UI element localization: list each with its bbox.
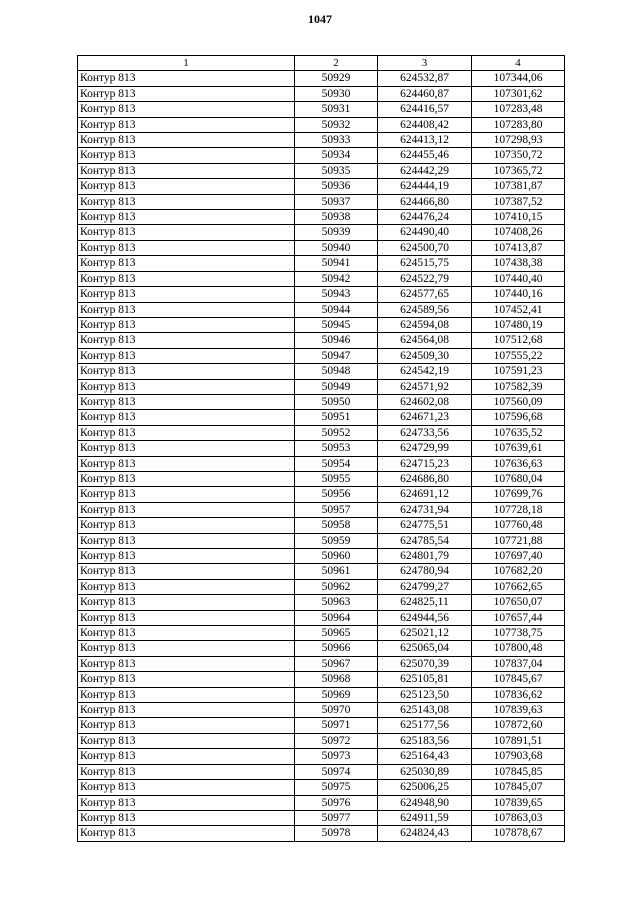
x-coordinate-cell: 624466,80 bbox=[378, 194, 472, 209]
x-coordinate-cell: 624408,42 bbox=[378, 117, 472, 132]
y-coordinate-cell: 107596,68 bbox=[472, 410, 565, 425]
point-number-cell: 50935 bbox=[295, 163, 378, 178]
point-number-cell: 50933 bbox=[295, 133, 378, 148]
x-coordinate-cell: 625105,81 bbox=[378, 672, 472, 687]
table-row bbox=[78, 394, 565, 409]
point-number-cell: 50948 bbox=[295, 364, 378, 379]
table-row bbox=[78, 302, 565, 317]
y-coordinate-cell: 107344,06 bbox=[472, 71, 565, 86]
contour-name-cell: Контур 813 bbox=[78, 749, 295, 764]
y-coordinate-cell: 107438,38 bbox=[472, 256, 565, 271]
contour-name-cell: Контур 813 bbox=[78, 117, 295, 132]
table-row bbox=[78, 71, 565, 86]
contour-name-cell: Контур 813 bbox=[78, 394, 295, 409]
table-row bbox=[78, 256, 565, 271]
x-coordinate-cell: 624731,94 bbox=[378, 502, 472, 517]
contour-name-cell: Контур 813 bbox=[78, 287, 295, 302]
point-number-cell: 50929 bbox=[295, 71, 378, 86]
x-coordinate-cell: 624532,87 bbox=[378, 71, 472, 86]
y-coordinate-cell: 107872,60 bbox=[472, 718, 565, 733]
x-coordinate-cell: 625065,04 bbox=[378, 641, 472, 656]
contour-name-cell: Контур 813 bbox=[78, 487, 295, 502]
x-coordinate-cell: 624602,08 bbox=[378, 394, 472, 409]
table-row bbox=[78, 163, 565, 178]
table-row bbox=[78, 733, 565, 748]
x-coordinate-cell: 625164,43 bbox=[378, 749, 472, 764]
y-coordinate-cell: 107480,19 bbox=[472, 317, 565, 332]
contour-name-cell: Контур 813 bbox=[78, 441, 295, 456]
contour-name-cell: Контур 813 bbox=[78, 179, 295, 194]
x-coordinate-cell: 625021,12 bbox=[378, 626, 472, 641]
table-row bbox=[78, 518, 565, 533]
table-row bbox=[78, 810, 565, 825]
x-coordinate-cell: 624911,59 bbox=[378, 810, 472, 825]
point-number-cell: 50949 bbox=[295, 379, 378, 394]
point-number-cell: 50960 bbox=[295, 549, 378, 564]
x-coordinate-cell: 625183,56 bbox=[378, 733, 472, 748]
table-row bbox=[78, 148, 565, 163]
contour-name-cell: Контур 813 bbox=[78, 764, 295, 779]
x-coordinate-cell: 624564,08 bbox=[378, 333, 472, 348]
contour-name-cell: Контур 813 bbox=[78, 595, 295, 610]
y-coordinate-cell: 107381,87 bbox=[472, 179, 565, 194]
table-row bbox=[78, 641, 565, 656]
contour-name-cell: Контур 813 bbox=[78, 364, 295, 379]
point-number-cell: 50962 bbox=[295, 579, 378, 594]
y-coordinate-cell: 107350,72 bbox=[472, 148, 565, 163]
table-row bbox=[78, 795, 565, 810]
x-coordinate-cell: 624733,56 bbox=[378, 425, 472, 440]
x-coordinate-cell: 624686,80 bbox=[378, 471, 472, 486]
contour-name-cell: Контур 813 bbox=[78, 410, 295, 425]
table-row bbox=[78, 364, 565, 379]
y-coordinate-cell: 107837,04 bbox=[472, 656, 565, 671]
x-coordinate-cell: 624825,11 bbox=[378, 595, 472, 610]
y-coordinate-cell: 107636,63 bbox=[472, 456, 565, 471]
x-coordinate-cell: 624490,40 bbox=[378, 225, 472, 240]
point-number-cell: 50947 bbox=[295, 348, 378, 363]
y-coordinate-cell: 107283,48 bbox=[472, 102, 565, 117]
x-coordinate-cell: 625070,39 bbox=[378, 656, 472, 671]
y-coordinate-cell: 107760,48 bbox=[472, 518, 565, 533]
table-row bbox=[78, 703, 565, 718]
x-coordinate-cell: 625123,50 bbox=[378, 687, 472, 702]
contour-name-cell: Контур 813 bbox=[78, 549, 295, 564]
table-row bbox=[78, 626, 565, 641]
table-row bbox=[78, 579, 565, 594]
point-number-cell: 50976 bbox=[295, 795, 378, 810]
point-number-cell: 50955 bbox=[295, 471, 378, 486]
y-coordinate-cell: 107836,62 bbox=[472, 687, 565, 702]
contour-name-cell: Контур 813 bbox=[78, 826, 295, 841]
x-coordinate-cell: 624515,75 bbox=[378, 256, 472, 271]
table-row bbox=[78, 271, 565, 286]
table-row bbox=[78, 194, 565, 209]
table-row bbox=[78, 240, 565, 255]
y-coordinate-cell: 107452,41 bbox=[472, 302, 565, 317]
table-row bbox=[78, 425, 565, 440]
table-row bbox=[78, 487, 565, 502]
table-row bbox=[78, 317, 565, 332]
y-coordinate-cell: 107365,72 bbox=[472, 163, 565, 178]
contour-name-cell: Контур 813 bbox=[78, 733, 295, 748]
contour-name-cell: Контур 813 bbox=[78, 626, 295, 641]
table-header bbox=[78, 56, 565, 71]
x-coordinate-cell: 624801,79 bbox=[378, 549, 472, 564]
y-coordinate-cell: 107582,39 bbox=[472, 379, 565, 394]
y-coordinate-cell: 107591,23 bbox=[472, 364, 565, 379]
contour-name-cell: Контур 813 bbox=[78, 610, 295, 625]
x-coordinate-cell: 624729,99 bbox=[378, 441, 472, 456]
point-number-cell: 50969 bbox=[295, 687, 378, 702]
x-coordinate-cell: 624799,27 bbox=[378, 579, 472, 594]
y-coordinate-cell: 107662,65 bbox=[472, 579, 565, 594]
table-body bbox=[78, 71, 565, 841]
x-coordinate-cell: 625006,25 bbox=[378, 780, 472, 795]
table-row bbox=[78, 410, 565, 425]
x-coordinate-cell: 624715,23 bbox=[378, 456, 472, 471]
y-coordinate-cell: 107839,65 bbox=[472, 795, 565, 810]
contour-name-cell: Контур 813 bbox=[78, 718, 295, 733]
contour-name-cell: Контур 813 bbox=[78, 672, 295, 687]
contour-name-cell: Контур 813 bbox=[78, 656, 295, 671]
contour-name-cell: Контур 813 bbox=[78, 102, 295, 117]
contour-name-cell: Контур 813 bbox=[78, 703, 295, 718]
x-coordinate-cell: 624542,19 bbox=[378, 364, 472, 379]
contour-name-cell: Контур 813 bbox=[78, 86, 295, 101]
table-row bbox=[78, 379, 565, 394]
contour-name-cell: Контур 813 bbox=[78, 256, 295, 271]
coordinates-table bbox=[77, 55, 565, 842]
x-coordinate-cell: 624571,92 bbox=[378, 379, 472, 394]
point-number-cell: 50939 bbox=[295, 225, 378, 240]
point-number-cell: 50966 bbox=[295, 641, 378, 656]
y-coordinate-cell: 107878,67 bbox=[472, 826, 565, 841]
contour-name-cell: Контур 813 bbox=[78, 379, 295, 394]
table-row bbox=[78, 749, 565, 764]
point-number-cell: 50951 bbox=[295, 410, 378, 425]
table-row bbox=[78, 348, 565, 363]
y-coordinate-cell: 107845,67 bbox=[472, 672, 565, 687]
x-coordinate-cell: 624948,90 bbox=[378, 795, 472, 810]
y-coordinate-cell: 107845,07 bbox=[472, 780, 565, 795]
contour-name-cell: Контур 813 bbox=[78, 795, 295, 810]
x-coordinate-cell: 624413,12 bbox=[378, 133, 472, 148]
y-coordinate-cell: 107560,09 bbox=[472, 394, 565, 409]
y-coordinate-cell: 107697,40 bbox=[472, 549, 565, 564]
y-coordinate-cell: 107512,68 bbox=[472, 333, 565, 348]
point-number-cell: 50974 bbox=[295, 764, 378, 779]
point-number-cell: 50937 bbox=[295, 194, 378, 209]
point-number-cell: 50970 bbox=[295, 703, 378, 718]
point-number-cell: 50961 bbox=[295, 564, 378, 579]
x-coordinate-cell: 624824,43 bbox=[378, 826, 472, 841]
x-coordinate-cell: 624500,70 bbox=[378, 240, 472, 255]
point-number-cell: 50942 bbox=[295, 271, 378, 286]
y-coordinate-cell: 107891,51 bbox=[472, 733, 565, 748]
contour-name-cell: Контур 813 bbox=[78, 579, 295, 594]
y-coordinate-cell: 107440,40 bbox=[472, 271, 565, 286]
contour-name-cell: Контур 813 bbox=[78, 348, 295, 363]
contour-name-cell: Контур 813 bbox=[78, 333, 295, 348]
point-number-cell: 50965 bbox=[295, 626, 378, 641]
x-coordinate-cell: 624442,29 bbox=[378, 163, 472, 178]
y-coordinate-cell: 107298,93 bbox=[472, 133, 565, 148]
contour-name-cell: Контур 813 bbox=[78, 194, 295, 209]
y-coordinate-cell: 107555,22 bbox=[472, 348, 565, 363]
table-row bbox=[78, 456, 565, 471]
x-coordinate-cell: 624775,51 bbox=[378, 518, 472, 533]
y-coordinate-cell: 107903,68 bbox=[472, 749, 565, 764]
contour-name-cell: Контур 813 bbox=[78, 518, 295, 533]
header-cell-1: 1 bbox=[78, 56, 295, 71]
y-coordinate-cell: 107410,15 bbox=[472, 210, 565, 225]
point-number-cell: 50945 bbox=[295, 317, 378, 332]
contour-name-cell: Контур 813 bbox=[78, 148, 295, 163]
table-row bbox=[78, 133, 565, 148]
point-number-cell: 50964 bbox=[295, 610, 378, 625]
y-coordinate-cell: 107635,52 bbox=[472, 425, 565, 440]
table-row bbox=[78, 333, 565, 348]
point-number-cell: 50968 bbox=[295, 672, 378, 687]
table-row bbox=[78, 502, 565, 517]
point-number-cell: 50931 bbox=[295, 102, 378, 117]
table-row bbox=[78, 441, 565, 456]
table-row bbox=[78, 780, 565, 795]
point-number-cell: 50932 bbox=[295, 117, 378, 132]
y-coordinate-cell: 107721,88 bbox=[472, 533, 565, 548]
point-number-cell: 50973 bbox=[295, 749, 378, 764]
y-coordinate-cell: 107413,87 bbox=[472, 240, 565, 255]
table-row bbox=[78, 764, 565, 779]
table-row bbox=[78, 117, 565, 132]
x-coordinate-cell: 624455,46 bbox=[378, 148, 472, 163]
y-coordinate-cell: 107639,61 bbox=[472, 441, 565, 456]
y-coordinate-cell: 107408,26 bbox=[472, 225, 565, 240]
header-cell-3: 3 bbox=[378, 56, 472, 71]
point-number-cell: 50946 bbox=[295, 333, 378, 348]
x-coordinate-cell: 624476,24 bbox=[378, 210, 472, 225]
table-row bbox=[78, 687, 565, 702]
table-row bbox=[78, 287, 565, 302]
x-coordinate-cell: 624691,12 bbox=[378, 487, 472, 502]
y-coordinate-cell: 107839,63 bbox=[472, 703, 565, 718]
y-coordinate-cell: 107863,03 bbox=[472, 810, 565, 825]
table-row bbox=[78, 179, 565, 194]
x-coordinate-cell: 624589,56 bbox=[378, 302, 472, 317]
page-number: 1047 bbox=[308, 12, 332, 26]
y-coordinate-cell: 107657,44 bbox=[472, 610, 565, 625]
contour-name-cell: Контур 813 bbox=[78, 471, 295, 486]
contour-name-cell: Контур 813 bbox=[78, 317, 295, 332]
x-coordinate-cell: 624444,19 bbox=[378, 179, 472, 194]
x-coordinate-cell: 624594,08 bbox=[378, 317, 472, 332]
x-coordinate-cell: 624509,30 bbox=[378, 348, 472, 363]
y-coordinate-cell: 107283,80 bbox=[472, 117, 565, 132]
point-number-cell: 50972 bbox=[295, 733, 378, 748]
point-number-cell: 50940 bbox=[295, 240, 378, 255]
table-row bbox=[78, 564, 565, 579]
point-number-cell: 50943 bbox=[295, 287, 378, 302]
point-number-cell: 50971 bbox=[295, 718, 378, 733]
point-number-cell: 50978 bbox=[295, 826, 378, 841]
point-number-cell: 50930 bbox=[295, 86, 378, 101]
x-coordinate-cell: 625030,89 bbox=[378, 764, 472, 779]
contour-name-cell: Контур 813 bbox=[78, 71, 295, 86]
y-coordinate-cell: 107387,52 bbox=[472, 194, 565, 209]
y-coordinate-cell: 107440,16 bbox=[472, 287, 565, 302]
point-number-cell: 50959 bbox=[295, 533, 378, 548]
y-coordinate-cell: 107800,48 bbox=[472, 641, 565, 656]
y-coordinate-cell: 107680,04 bbox=[472, 471, 565, 486]
table-row bbox=[78, 225, 565, 240]
table-row bbox=[78, 656, 565, 671]
point-number-cell: 50941 bbox=[295, 256, 378, 271]
table-row bbox=[78, 610, 565, 625]
table-row bbox=[78, 471, 565, 486]
contour-name-cell: Контур 813 bbox=[78, 810, 295, 825]
contour-name-cell: Контур 813 bbox=[78, 425, 295, 440]
table-row bbox=[78, 86, 565, 101]
table-row bbox=[78, 595, 565, 610]
point-number-cell: 50950 bbox=[295, 394, 378, 409]
x-coordinate-cell: 624671,23 bbox=[378, 410, 472, 425]
x-coordinate-cell: 624460,87 bbox=[378, 86, 472, 101]
y-coordinate-cell: 107728,18 bbox=[472, 502, 565, 517]
y-coordinate-cell: 107682,20 bbox=[472, 564, 565, 579]
x-coordinate-cell: 624577,65 bbox=[378, 287, 472, 302]
point-number-cell: 50934 bbox=[295, 148, 378, 163]
table-row bbox=[78, 549, 565, 564]
contour-name-cell: Контур 813 bbox=[78, 271, 295, 286]
contour-name-cell: Контур 813 bbox=[78, 687, 295, 702]
contour-name-cell: Контур 813 bbox=[78, 641, 295, 656]
y-coordinate-cell: 107650,07 bbox=[472, 595, 565, 610]
point-number-cell: 50957 bbox=[295, 502, 378, 517]
point-number-cell: 50938 bbox=[295, 210, 378, 225]
x-coordinate-cell: 625143,08 bbox=[378, 703, 472, 718]
x-coordinate-cell: 624522,79 bbox=[378, 271, 472, 286]
y-coordinate-cell: 107845,85 bbox=[472, 764, 565, 779]
contour-name-cell: Контур 813 bbox=[78, 533, 295, 548]
point-number-cell: 50967 bbox=[295, 656, 378, 671]
x-coordinate-cell: 624416,57 bbox=[378, 102, 472, 117]
contour-name-cell: Контур 813 bbox=[78, 456, 295, 471]
table-row bbox=[78, 672, 565, 687]
contour-name-cell: Контур 813 bbox=[78, 302, 295, 317]
contour-name-cell: Контур 813 bbox=[78, 502, 295, 517]
contour-name-cell: Контур 813 bbox=[78, 564, 295, 579]
point-number-cell: 50936 bbox=[295, 179, 378, 194]
contour-name-cell: Контур 813 bbox=[78, 780, 295, 795]
x-coordinate-cell: 624780,94 bbox=[378, 564, 472, 579]
x-coordinate-cell: 624785,54 bbox=[378, 533, 472, 548]
point-number-cell: 50958 bbox=[295, 518, 378, 533]
point-number-cell: 50956 bbox=[295, 487, 378, 502]
point-number-cell: 50953 bbox=[295, 441, 378, 456]
header-row bbox=[78, 56, 565, 71]
point-number-cell: 50975 bbox=[295, 780, 378, 795]
contour-name-cell: Контур 813 bbox=[78, 133, 295, 148]
y-coordinate-cell: 107301,62 bbox=[472, 86, 565, 101]
point-number-cell: 50954 bbox=[295, 456, 378, 471]
table-row bbox=[78, 210, 565, 225]
table-row bbox=[78, 826, 565, 841]
point-number-cell: 50963 bbox=[295, 595, 378, 610]
x-coordinate-cell: 625177,56 bbox=[378, 718, 472, 733]
table-row bbox=[78, 533, 565, 548]
header-cell-4: 4 bbox=[472, 56, 565, 71]
point-number-cell: 50952 bbox=[295, 425, 378, 440]
table-row bbox=[78, 718, 565, 733]
contour-name-cell: Контур 813 bbox=[78, 240, 295, 255]
x-coordinate-cell: 624944,56 bbox=[378, 610, 472, 625]
contour-name-cell: Контур 813 bbox=[78, 225, 295, 240]
header-cell-2: 2 bbox=[295, 56, 378, 71]
table-row bbox=[78, 102, 565, 117]
contour-name-cell: Контур 813 bbox=[78, 163, 295, 178]
y-coordinate-cell: 107699,76 bbox=[472, 487, 565, 502]
y-coordinate-cell: 107738,75 bbox=[472, 626, 565, 641]
point-number-cell: 50977 bbox=[295, 810, 378, 825]
contour-name-cell: Контур 813 bbox=[78, 210, 295, 225]
point-number-cell: 50944 bbox=[295, 302, 378, 317]
